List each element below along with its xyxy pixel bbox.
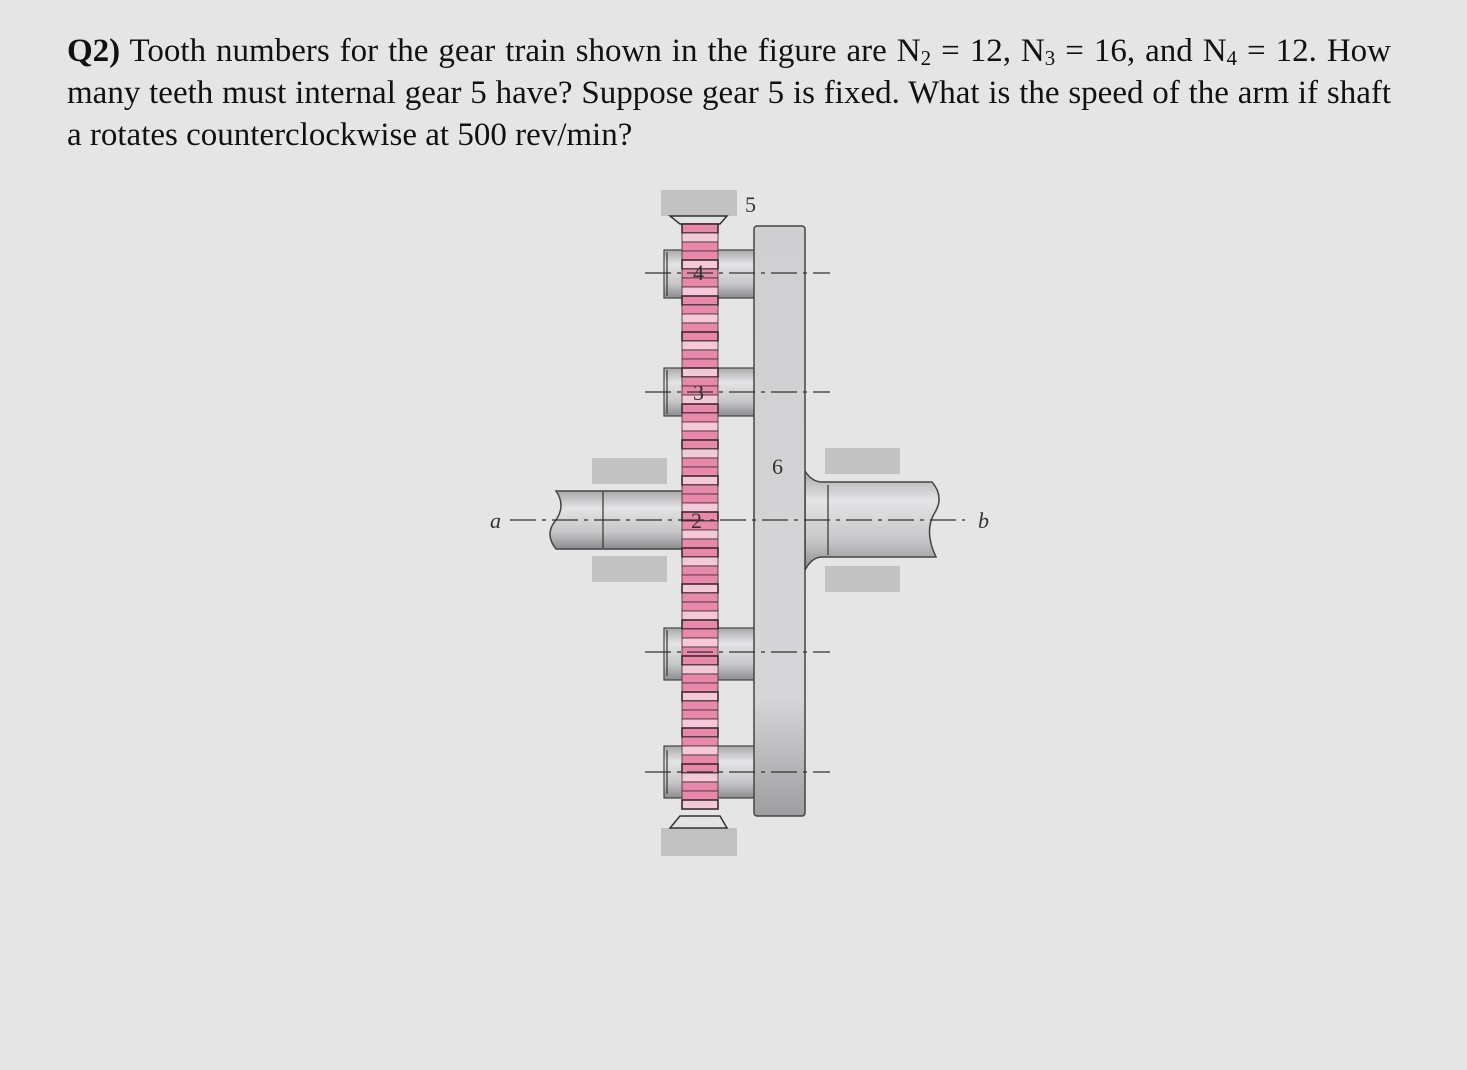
gear-tooth: [682, 449, 718, 458]
gear-tooth: [682, 287, 718, 296]
gear-tooth: [682, 773, 718, 782]
gear-tooth: [682, 638, 718, 647]
gear-tooth: [682, 692, 718, 701]
gear-tooth: [682, 629, 718, 638]
label-arm-6: 6: [772, 454, 783, 479]
label-shaft-a: a: [490, 508, 501, 533]
bearing-b-upper: [825, 448, 900, 474]
gear-tooth: [682, 701, 718, 710]
label-shaft-b: b: [978, 508, 989, 533]
gear-tooth: [682, 467, 718, 476]
gear-tooth: [682, 665, 718, 674]
question-text-part3: = 16, and N: [1055, 33, 1227, 69]
gear-tooth: [682, 458, 718, 467]
gear-tooth: [682, 305, 718, 314]
gear-tooth: [682, 611, 718, 620]
gear-tooth: [682, 242, 718, 251]
bearing-top: [661, 190, 737, 216]
gear-tooth: [682, 539, 718, 548]
gear-tooth: [682, 431, 718, 440]
gear-tooth: [682, 323, 718, 332]
gear-tooth: [682, 296, 718, 305]
label-gear-2: 2: [691, 508, 702, 533]
gear-tooth: [682, 359, 718, 368]
gear-tooth: [682, 755, 718, 764]
subscript-3: 3: [1044, 46, 1056, 70]
gear-tooth: [682, 728, 718, 737]
gear-tooth: [682, 656, 718, 665]
gear-tooth: [682, 233, 718, 242]
bearing-a-upper: [592, 458, 667, 484]
gear-tooth: [682, 566, 718, 575]
gear-tooth: [682, 602, 718, 611]
gear-tooth: [682, 584, 718, 593]
gear-tooth: [682, 341, 718, 350]
gear-tooth: [682, 548, 718, 557]
bearing-a-lower: [592, 556, 667, 582]
gear-tooth: [682, 251, 718, 260]
gear-tooth: [682, 485, 718, 494]
gear-tooth: [682, 494, 718, 503]
gear-tooth: [682, 350, 718, 359]
gear-tooth: [682, 737, 718, 746]
gear-tooth: [682, 413, 718, 422]
label-gear-4: 4: [693, 260, 704, 285]
bearing-bottom: [661, 828, 737, 856]
gear-tooth: [682, 683, 718, 692]
gear-tooth: [682, 800, 718, 809]
label-gear-3: 3: [693, 380, 704, 405]
bearing-b-lower: [825, 566, 900, 592]
gear-tooth: [682, 224, 718, 233]
gear-tooth: [682, 620, 718, 629]
subscript-2: 2: [920, 46, 932, 70]
gear-tooth: [682, 314, 718, 323]
gear-tooth: [682, 719, 718, 728]
gear-tooth: [682, 440, 718, 449]
gear-tooth: [682, 710, 718, 719]
gear-tooth: [682, 476, 718, 485]
subscript-4: 4: [1226, 46, 1238, 70]
gear-tooth: [682, 404, 718, 413]
gear-tooth: [682, 791, 718, 800]
arm-6: [754, 226, 805, 816]
gear-tooth: [682, 575, 718, 584]
question-label: Q2): [67, 33, 121, 69]
question-text-part4: = 12. How many teeth must internal gear 5 have? Suppose gear 5 is fixed. What is the speed of the arm if shaft a rotates counterclockwise at 500 rev/min?: [67, 33, 1391, 153]
gear-tooth: [682, 557, 718, 566]
gear-tooth: [682, 422, 718, 431]
gear-tooth: [682, 332, 718, 341]
question-text-part2: = 12, N: [931, 33, 1045, 69]
gear-tooth: [682, 746, 718, 755]
gear-tooth: [682, 368, 718, 377]
gear-tooth: [682, 782, 718, 791]
question-text-part1: Tooth numbers for the gear train shown in the figure are N: [120, 33, 921, 69]
gear-tooth: [682, 593, 718, 602]
label-gear-5: 5: [745, 192, 756, 217]
gear-tooth: [682, 674, 718, 683]
